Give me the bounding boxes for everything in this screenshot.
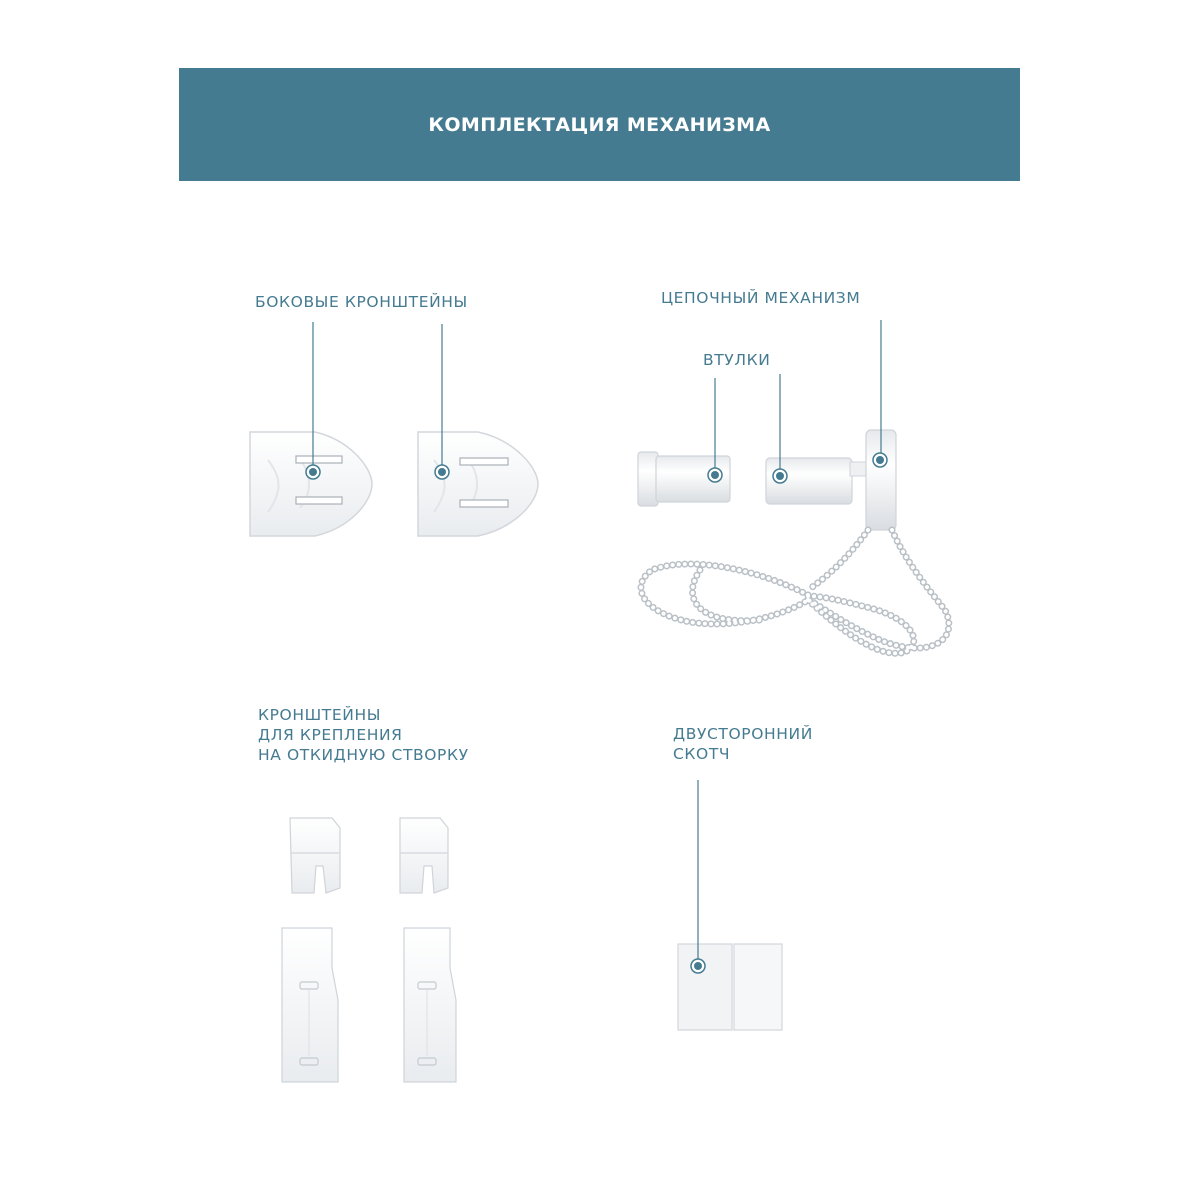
label-chain-mechanism: ЦЕПОЧНЫЙ МЕХАНИЗМ	[661, 289, 861, 307]
label-side-brackets: БОКОВЫЕ КРОНШТЕЙНЫ	[255, 293, 468, 311]
side-bracket-icon	[418, 432, 538, 536]
side-bracket-icon	[250, 432, 372, 536]
label-bushings: ВТУЛКИ	[703, 351, 771, 369]
label-tape: ДВУСТОРОННИЙ СКОТЧ	[673, 725, 813, 763]
label-tilt-brackets: КРОНШТЕЙНЫ ДЛЯ КРЕПЛЕНИЯ НА ОТКИДНУЮ СТВОРКУ	[258, 706, 469, 764]
page-title: КОМПЛЕКТАЦИЯ МЕХАНИЗМА	[428, 113, 771, 136]
marker-dots	[306, 453, 887, 973]
tilt-bracket-icon	[404, 928, 456, 1082]
tilt-bracket-icon	[290, 818, 340, 893]
double-sided-tape-icon	[678, 944, 782, 1030]
tilt-bracket-icon	[400, 818, 448, 893]
tilt-bracket-icon	[282, 928, 338, 1082]
bead-chain-icon	[641, 530, 949, 653]
leader-lines	[313, 320, 881, 966]
